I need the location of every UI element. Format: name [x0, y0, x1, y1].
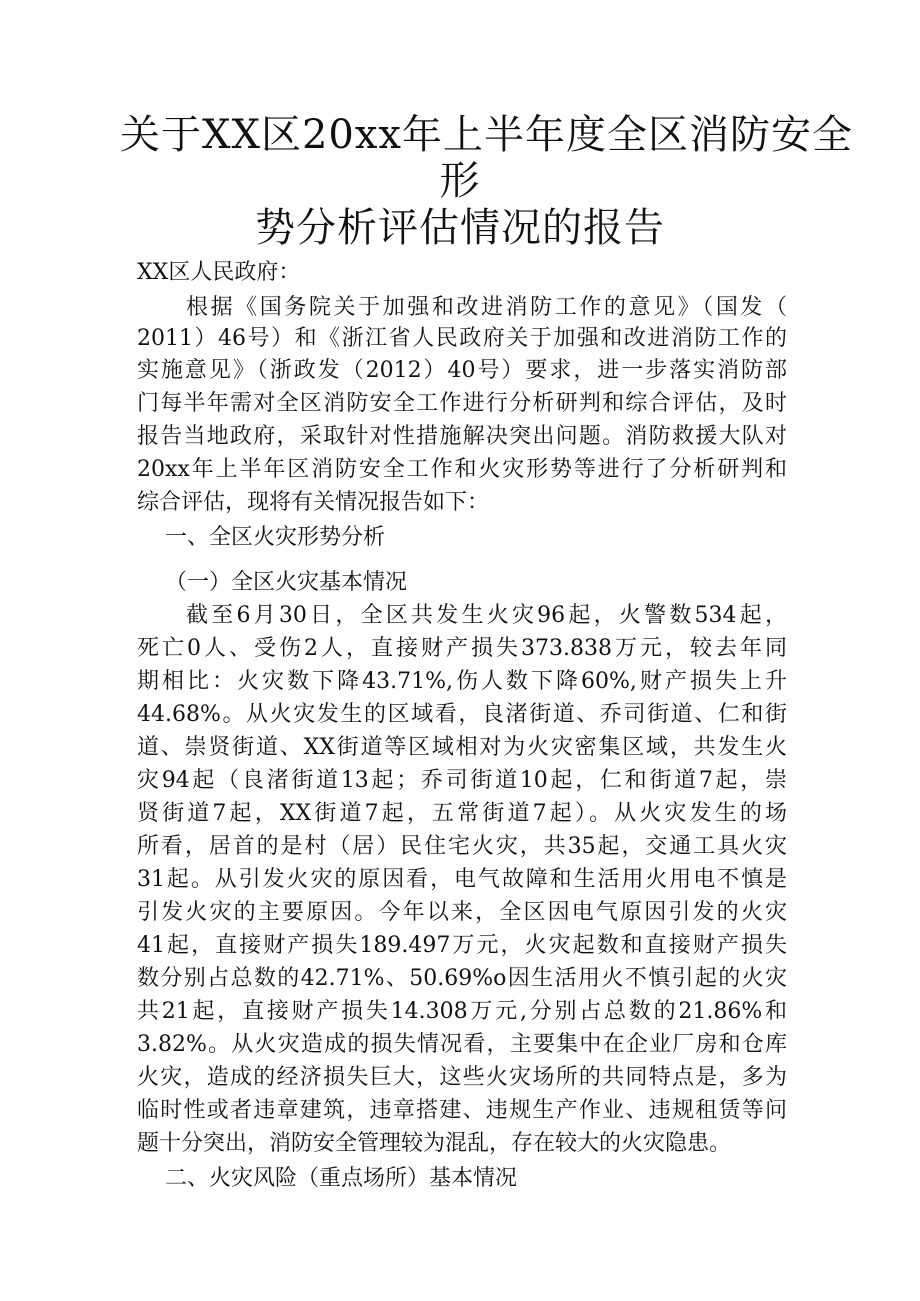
body-line: 引发火灾的主要原因。今年以来，全区因电气原因引发的火灾 [137, 900, 787, 925]
intro-line: 门每半年需对全区消防安全工作进行分析研判和综合评估，及时 [137, 391, 787, 416]
body-line: 期相比：火灾数下降43.71%,伤人数下降60%,财产损失上升 [137, 669, 787, 694]
body-line: 3.82%。从火灾造成的损失情况看，主要集中在企业厂房和仓库 [137, 1032, 787, 1057]
subsection-1-heading: （一）全区火灾基本情况 [165, 570, 408, 595]
intro-line: 根据《国务院关于加强和改进消防工作的意见》（国发（ [186, 295, 787, 320]
body-line: 31起。从引发火灾的原因看，电气故障和生活用火用电不慎是 [137, 867, 787, 892]
body-line: 临时性或者违章建筑，违章搭建、违规生产作业、违规租赁等问 [137, 1098, 787, 1123]
document-title-line-3: 势分析评估情况的报告 [255, 205, 665, 251]
body-line: 火灾，造成的经济损失巨大，这些火灾场所的共同特点是，多为 [137, 1065, 787, 1090]
body-line: 死亡0人、受伤2人，直接财产损失373.838万元，较去年同 [137, 636, 787, 661]
body-line: 共21起，直接财产损失14.308万元,分别占总数的21.86%和 [137, 999, 787, 1024]
section-2-heading: 二、火灾风险（重点场所）基本情况 [165, 1166, 518, 1191]
section-1-heading: 一、全区火灾形势分析 [165, 525, 386, 550]
body-line: 数分别占总数的42.71%、50.69%o因生活用火不慎引起的火灾 [137, 966, 787, 991]
body-line: 所看，居首的是村（居）民住宅火灾，共35起，交通工具火灾 [137, 834, 787, 859]
intro-line: 综合评估，现将有关情况报告如下： [137, 490, 490, 515]
body-line: 截至6月30日，全区共发生火灾96起，火警数534起， [186, 603, 787, 628]
intro-line: 20xx年上半年区消防安全工作和火灾形势等进行了分析研判和 [137, 457, 787, 482]
document-title-line-2: 形 [439, 158, 481, 204]
body-line: 灾94起（良渚街道13起；乔司街道10起，仁和街道7起，崇 [137, 768, 787, 793]
document-title-line-1: 关于XX区20xx年上半年度全区消防安全 [120, 112, 853, 158]
body-line: 44.68%。从火灾发生的区域看，良渚街道、乔司街道、仁和街 [137, 702, 787, 727]
salutation: XX区人民政府： [137, 260, 301, 285]
body-line: 41起，直接财产损失189.497万元，火灾起数和直接财产损失 [137, 933, 787, 958]
intro-line: 2011）46号）和《浙江省人民政府关于加强和改进消防工作的 [137, 326, 787, 351]
intro-line: 报告当地政府，采取针对性措施解决突出问题。消防救援大队对 [137, 424, 787, 449]
body-line: 道、崇贤街道、XX街道等区域相对为火灾密集区域，共发生火 [137, 735, 787, 760]
body-line: 贤街道7起，XX街道7起，五常街道7起）。从火灾发生的场 [137, 801, 787, 826]
body-line: 题十分突出，消防安全管理较为混乱，存在较大的火灾隐患。 [137, 1131, 732, 1156]
intro-line: 实施意见》（浙政发（2012）40号）要求，进一步落实消防部 [137, 358, 787, 383]
